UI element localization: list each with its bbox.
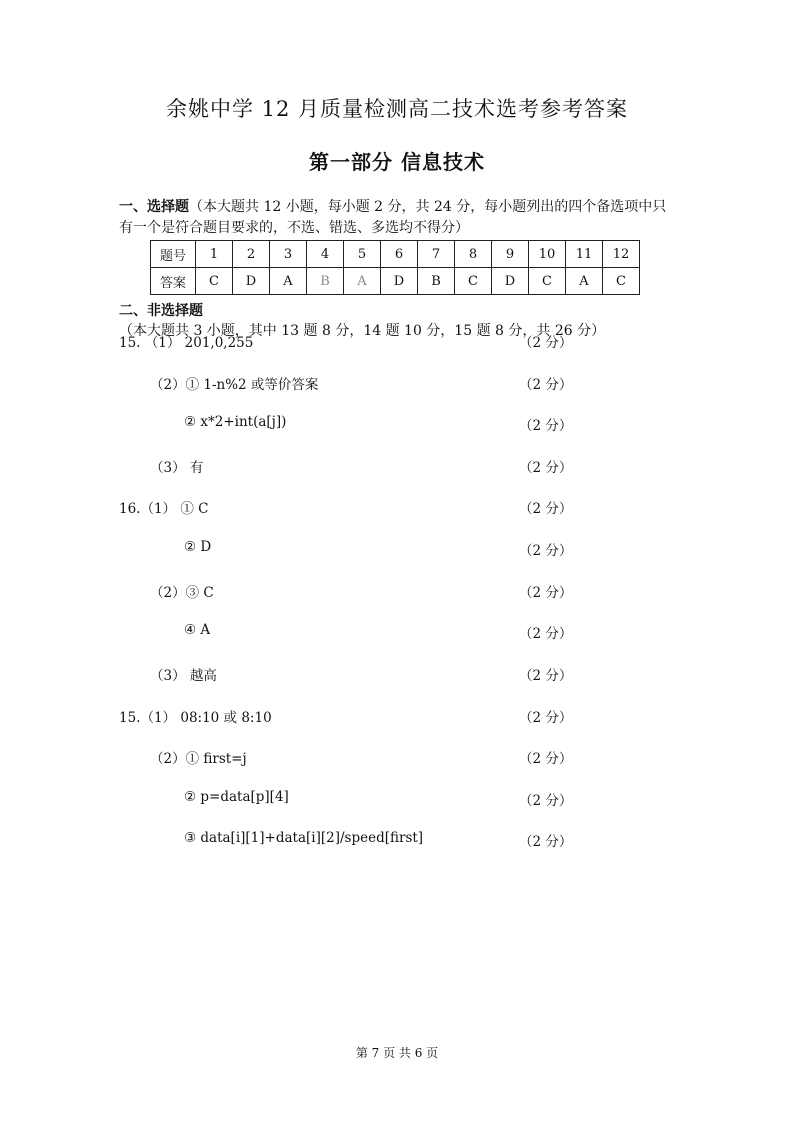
section1-desc: （本大题共 12 小题，每小题 2 分，共 24 分，每小题列出的四个备选项中只有一个是符合题目要求的，不选、错选、多选均不得分）: [119, 199, 667, 236]
answer-line: ③ data[i][1]+data[i][2]/speed[first]: [184, 830, 424, 846]
answer-cell: C: [455, 268, 492, 295]
answer-line: （3） 有: [150, 460, 204, 476]
answer-line: （2）③ C: [150, 585, 214, 601]
answer-line: 16.（1） ① C: [119, 501, 209, 517]
question-number: 12: [603, 241, 640, 268]
answer-cell: B: [418, 268, 455, 295]
question-number: 10: [529, 241, 566, 268]
score-label: （2 分）: [519, 418, 573, 434]
answer-cell: D: [381, 268, 418, 295]
document-title: 余姚中学 12 月质量检测高二技术选考参考答案: [165, 97, 629, 121]
section2-heading: 二、非选择题: [119, 303, 203, 319]
page-footer: 第 7 页 共 6 页: [355, 1046, 439, 1060]
section1-intro: [119, 197, 679, 239]
answer-cell: A: [344, 268, 381, 295]
score-label: （2 分）: [519, 834, 573, 850]
answer-line: 15.（1） 08:10 或 8:10: [119, 710, 272, 726]
question-number: 9: [492, 241, 529, 268]
score-label: （2 分）: [519, 751, 573, 767]
section1-heading: 一、选择题: [119, 199, 189, 215]
section2-desc: （本大题共 3 小题，其中 13 题 8 分，14 题 10 分，15 题 8 分，共 26 分）: [119, 323, 606, 339]
score-label: （2 分）: [519, 501, 573, 517]
score-label: （2 分）: [519, 543, 573, 559]
answer-cell: B: [307, 268, 344, 295]
answer-cell: C: [196, 268, 233, 295]
score-label: （2 分）: [519, 585, 573, 601]
question-number: 3: [270, 241, 307, 268]
answer-line: ④ A: [184, 622, 211, 638]
row-label-answer: 答案: [151, 268, 196, 295]
answer-line: （3） 越高: [150, 668, 217, 684]
row-label-number: 题号: [151, 241, 196, 268]
score-label: （2 分）: [519, 668, 573, 684]
score-label: （2 分）: [519, 335, 573, 351]
table-row-answers: [151, 268, 640, 295]
question-number: 5: [344, 241, 381, 268]
answer-table: [150, 240, 640, 295]
score-label: （2 分）: [519, 626, 573, 642]
answer-cell: A: [270, 268, 307, 295]
answer-cell: A: [566, 268, 603, 295]
question-number: 4: [307, 241, 344, 268]
question-number: 2: [233, 241, 270, 268]
question-number: 1: [196, 241, 233, 268]
score-label: （2 分）: [519, 710, 573, 726]
answer-line: （2）① 1-n%2 或等价答案: [150, 377, 319, 393]
answer-cell: C: [603, 268, 640, 295]
part-title: 第一部分 信息技术: [309, 150, 485, 174]
answer-line: 15. （1） 201,0,255: [119, 335, 254, 351]
score-label: （2 分）: [519, 793, 573, 809]
question-number: 6: [381, 241, 418, 268]
answer-line: ② x*2+int(a[j]): [184, 414, 287, 430]
score-label: （2 分）: [519, 460, 573, 476]
answer-cell: D: [492, 268, 529, 295]
answer-line: ② D: [184, 539, 212, 555]
question-number: 8: [455, 241, 492, 268]
question-number: 7: [418, 241, 455, 268]
answer-line: ② p=data[p][4]: [184, 789, 289, 805]
score-label: （2 分）: [519, 377, 573, 393]
answer-cell: C: [529, 268, 566, 295]
answer-line: （2）① first=j: [150, 751, 247, 767]
answer-cell: D: [233, 268, 270, 295]
table-row-numbers: [151, 241, 640, 268]
question-number: 11: [566, 241, 603, 268]
